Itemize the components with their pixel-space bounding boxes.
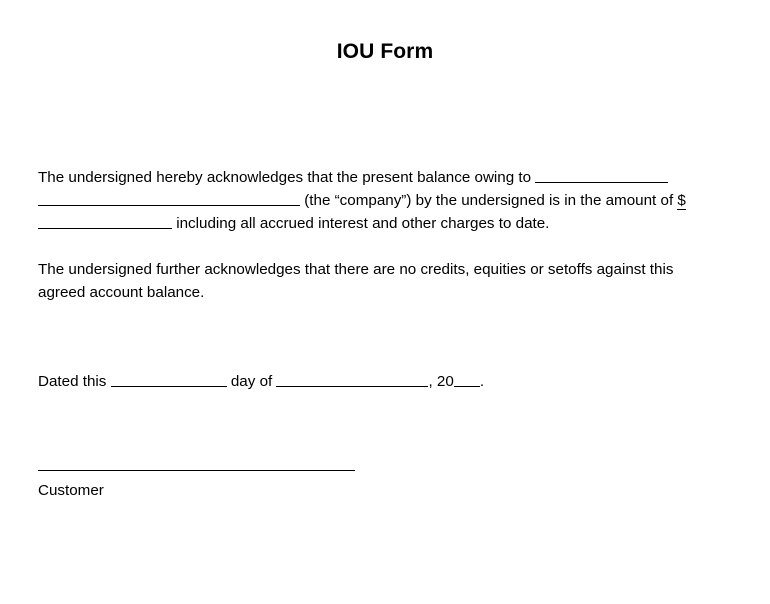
payee-name-blank[interactable] — [535, 167, 668, 183]
paragraph-no-credits: The undersigned further acknowledges that there are no credits, equities or setoffs against this agreed account balance. — [38, 261, 674, 301]
dated-suffix: . — [479, 373, 485, 390]
currency-symbol: $ — [677, 192, 686, 209]
year-blank[interactable] — [454, 371, 480, 387]
signature-label-customer: Customer — [38, 482, 104, 499]
balance-owing-text-part-1: The undersigned hereby acknowledges that the present balance owing to — [38, 169, 532, 186]
paragraph-balance-owing — [38, 166, 724, 235]
dated-middle-label: day of — [230, 373, 273, 390]
signature-line[interactable] — [38, 470, 355, 471]
dated-prefix-label: Dated this — [38, 373, 107, 390]
balance-owing-text-part-3: of — [660, 192, 674, 209]
signature-area — [38, 470, 438, 500]
dated-year-prefix: , 20 — [428, 373, 454, 390]
day-blank[interactable] — [111, 371, 227, 387]
month-blank[interactable] — [276, 371, 428, 387]
page-title: IOU Form — [336, 40, 434, 63]
company-name-blank[interactable] — [38, 190, 300, 206]
amount-blank[interactable] — [38, 213, 172, 229]
dated-line — [38, 370, 724, 393]
balance-owing-text-part-2: (the “company”) by the undersigned is in the amount — [304, 192, 657, 209]
balance-owing-text-part-4: including all accrued interest and other charges to date. — [176, 215, 550, 232]
